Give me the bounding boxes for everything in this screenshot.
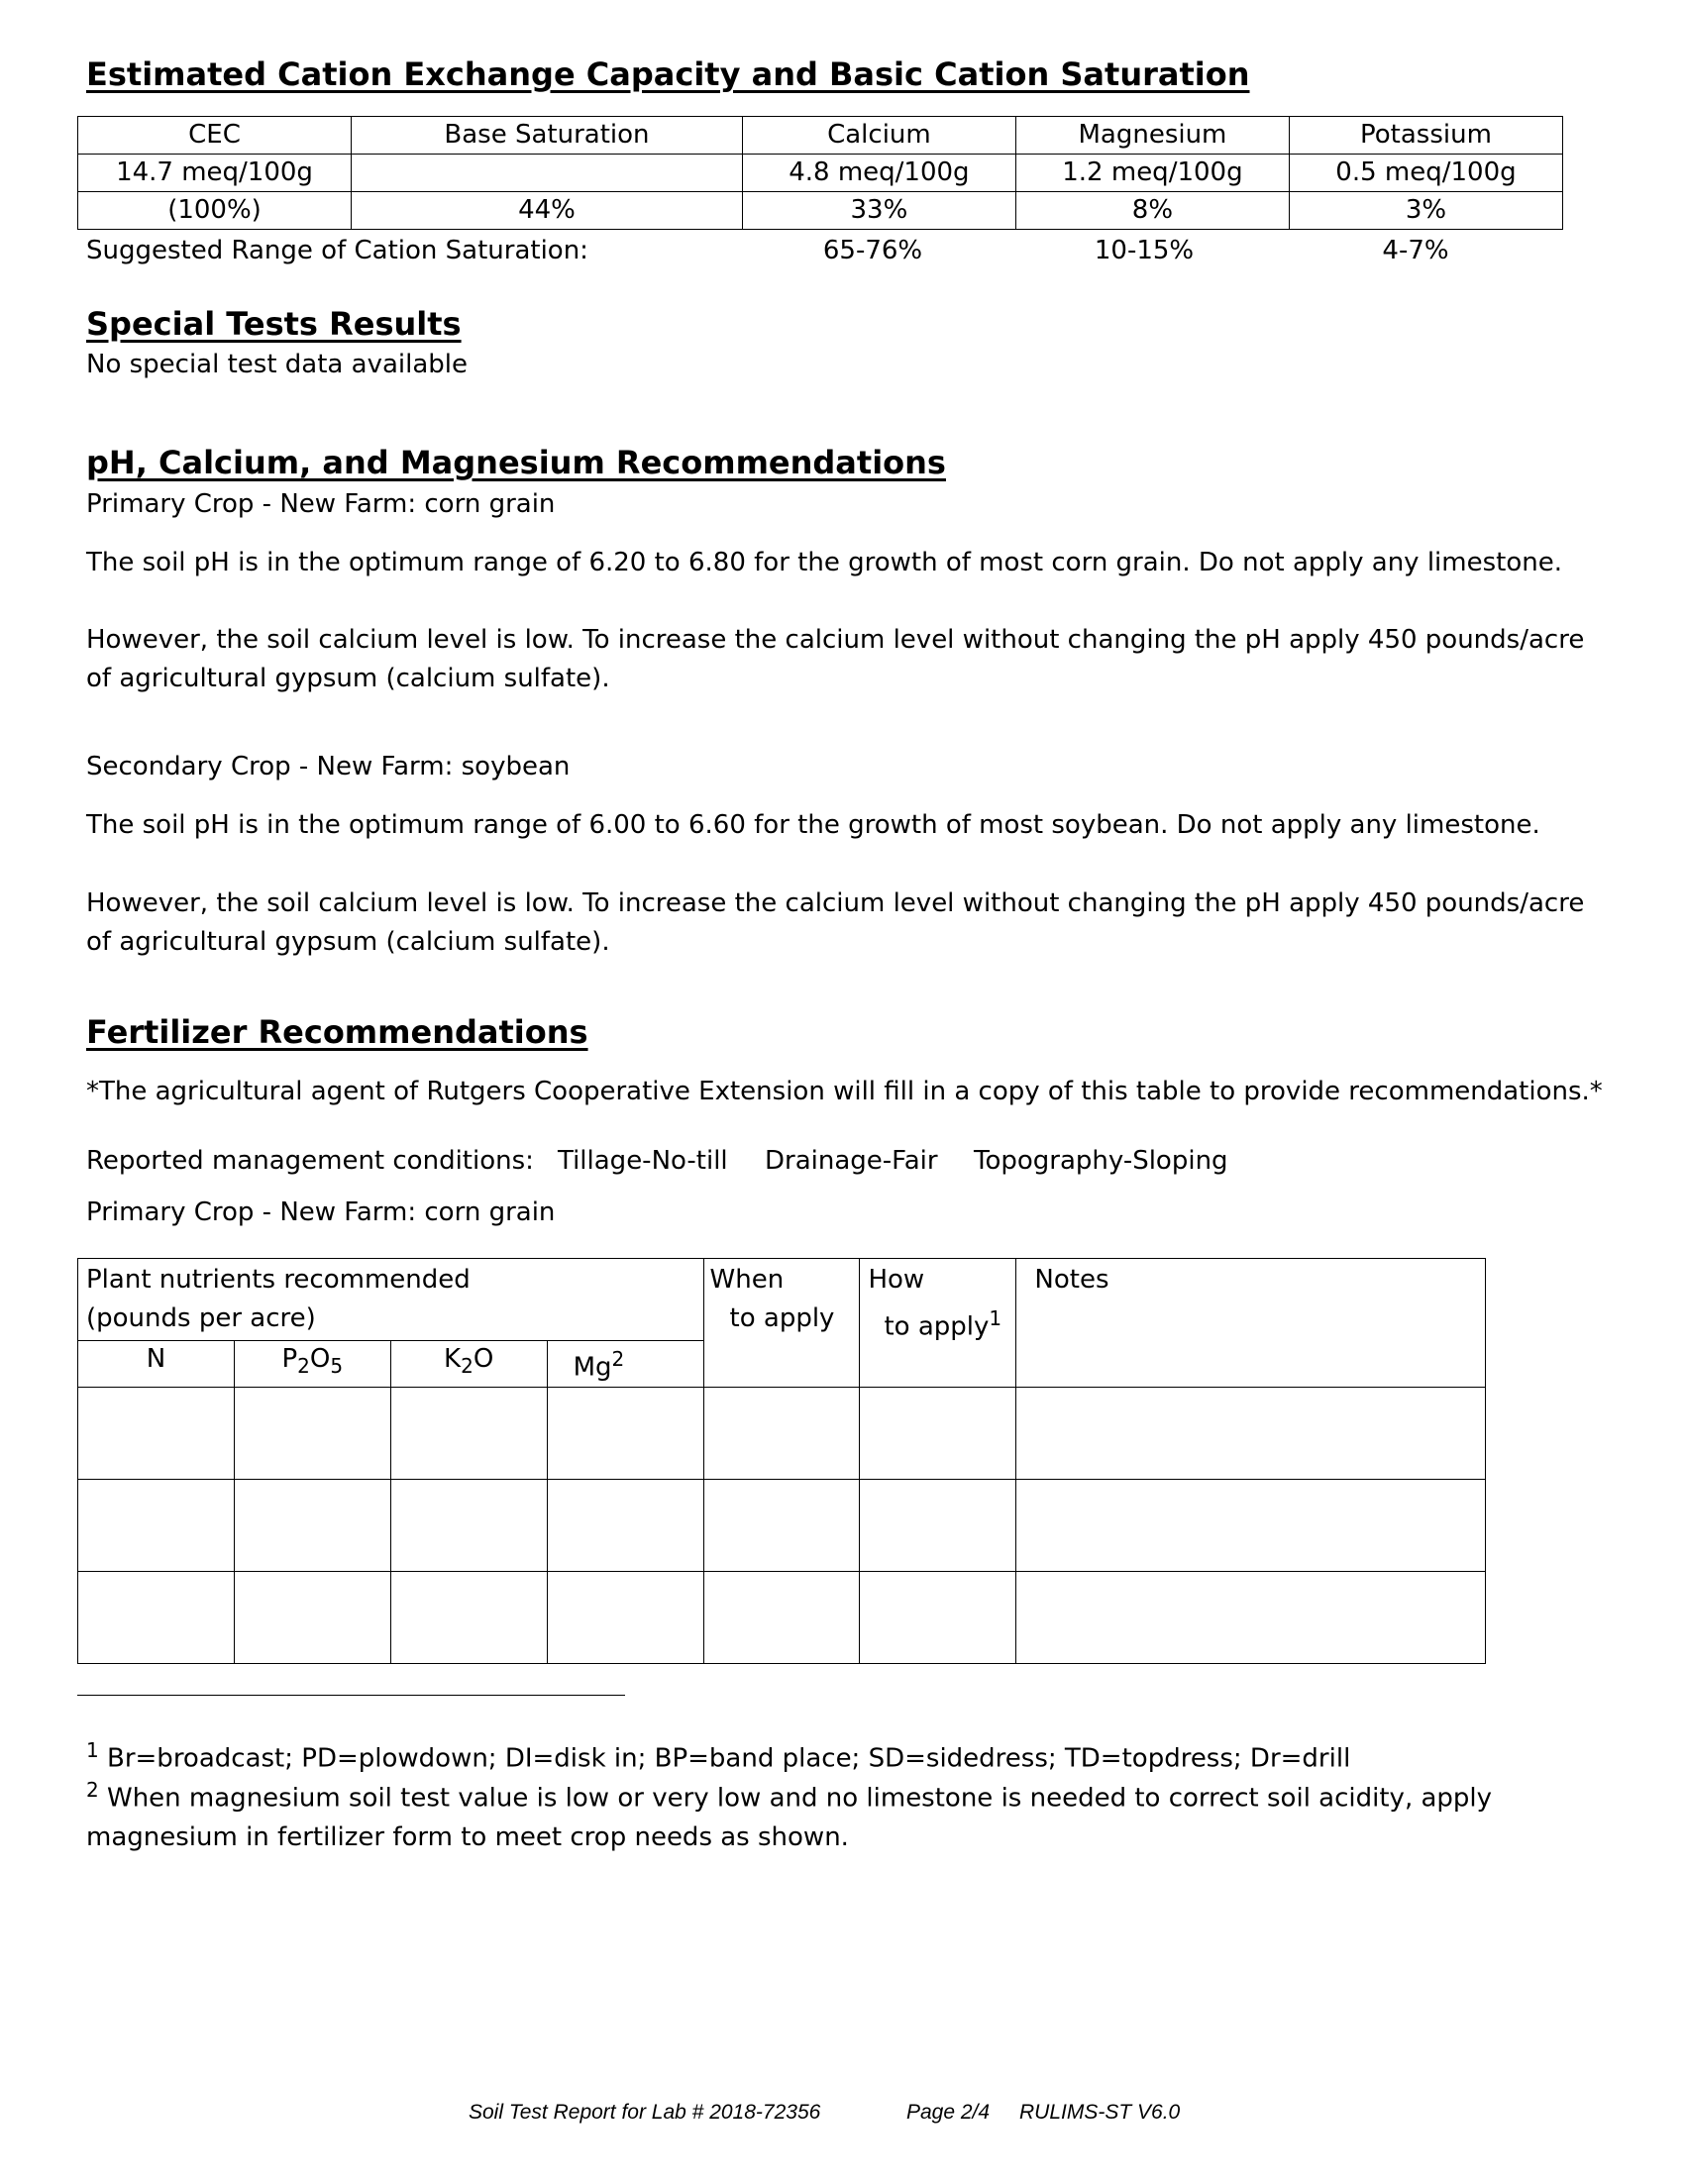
when-line1: When	[709, 1265, 785, 1295]
special-tests-text: No special test data available	[86, 350, 468, 379]
blank-cell	[1016, 1479, 1486, 1571]
mg-text: Mg	[573, 1352, 612, 1383]
fertilizer-section-title: Fertilizer Recommendations	[86, 1013, 588, 1051]
magnesium-meq: 1.2 meq/100g	[1015, 155, 1289, 192]
blank-cell	[234, 1387, 390, 1479]
magnesium-percent: 8%	[1015, 192, 1289, 230]
blank-cell	[860, 1387, 1016, 1479]
when-line2: to apply	[729, 1303, 835, 1333]
blank-cell	[860, 1571, 1016, 1663]
ph-section-title: pH, Calcium, and Magnesium Recommendations	[86, 444, 946, 481]
blank-cell	[860, 1479, 1016, 1571]
calcium-meq: 4.8 meq/100g	[742, 155, 1015, 192]
blank-cell	[703, 1387, 860, 1479]
mg-footnote-ref: 2	[611, 1347, 625, 1371]
blank-cell	[1016, 1571, 1486, 1663]
cec-value: 14.7 meq/100g	[78, 155, 352, 192]
suggested-range-label: Suggested Range of Cation Saturation:	[86, 236, 588, 265]
calcium-header: Calcium	[742, 117, 1015, 155]
cec-percent: (100%)	[78, 192, 352, 230]
k2o-o: O	[473, 1344, 494, 1374]
fertilizer-blank-row	[78, 1479, 1486, 1571]
k2o-sub: 2	[461, 1354, 474, 1379]
fertilizer-header-row	[78, 1259, 1486, 1341]
blank-cell	[703, 1571, 860, 1663]
cec-header: CEC	[78, 117, 352, 155]
how-to-apply-header	[860, 1259, 1016, 1388]
footnote-2-number: 2	[86, 1778, 99, 1802]
potassium-header: Potassium	[1289, 117, 1562, 155]
plant-nutrients-line2: (pounds per acre)	[86, 1303, 316, 1333]
special-tests-title: Special Tests Results	[86, 305, 462, 343]
how-line1: How	[868, 1265, 925, 1295]
p2o5-sub1: 2	[297, 1354, 310, 1379]
p2o5-sub2: 5	[330, 1354, 344, 1379]
plant-nutrients-line1: Plant nutrients recommended	[86, 1265, 471, 1295]
footer-version: RULIMS-ST V6.0	[1019, 2101, 1181, 2124]
fertilizer-blank-row	[78, 1571, 1486, 1663]
ph-secondary-calcium-text: However, the soil calcium level is low. To increase the calcium level without changing the pH apply 450 pounds/acre of agricultural gypsum (calcium sulfate).	[86, 888, 1585, 957]
footnote-2	[86, 1771, 1503, 1857]
plant-nutrients-header	[78, 1259, 704, 1341]
cation-header-row	[78, 117, 1563, 155]
ph-primary-crop: Primary Crop - New Farm: corn grain	[86, 489, 556, 519]
cation-table	[77, 116, 1563, 230]
fertilizer-crop: Primary Crop - New Farm: corn grain	[86, 1197, 556, 1227]
magnesium-header: Magnesium	[1015, 117, 1289, 155]
p2o5-o: O	[309, 1344, 331, 1374]
ph-secondary-ph-text: The soil pH is in the optimum range of 6.00 to 6.60 for the growth of most soybean. Do not apply any limestone.	[86, 810, 1540, 840]
cation-percent-row	[78, 192, 1563, 230]
magnesium-range: 10-15%	[1094, 236, 1195, 265]
potassium-percent: 3%	[1289, 192, 1562, 230]
calcium-range: 65-76%	[822, 236, 923, 265]
footnote-separator	[77, 1695, 625, 1696]
blank-cell	[547, 1479, 703, 1571]
blank-cell	[78, 1387, 235, 1479]
blank-cell	[234, 1479, 390, 1571]
k2o-k: K	[444, 1344, 462, 1374]
blank-cell	[78, 1571, 235, 1663]
base-saturation-percent: 44%	[352, 192, 743, 230]
drainage-condition: Drainage-Fair	[765, 1146, 938, 1176]
fertilizer-note: *The agricultural agent of Rutgers Cooperative Extension will fill in a copy of this table to provide recommendations.*	[86, 1077, 1603, 1106]
blank-cell	[547, 1387, 703, 1479]
footer-page-number: Page 2/4	[906, 2101, 991, 2124]
mg-header	[547, 1341, 703, 1388]
k2o-header	[390, 1341, 547, 1388]
p2o5-header	[234, 1341, 390, 1388]
base-saturation-header: Base Saturation	[352, 117, 743, 155]
blank-cell	[390, 1571, 547, 1663]
footer-report-id: Soil Test Report for Lab # 2018-72356	[469, 2101, 821, 2124]
blank-cell	[703, 1479, 860, 1571]
ph-primary-calcium-text: However, the soil calcium level is low. To increase the calcium level without changing the pH apply 450 pounds/acre of agricultural gypsum (calcium sulfate).	[86, 625, 1585, 693]
blank-cell	[234, 1571, 390, 1663]
cation-section-title: Estimated Cation Exchange Capacity and Basic Cation Saturation	[86, 55, 1250, 93]
how-line2-wrap	[868, 1300, 1007, 1347]
blank-cell	[78, 1479, 235, 1571]
how-footnote-ref: 1	[989, 1306, 1002, 1330]
tillage-condition: Tillage-No-till	[558, 1146, 728, 1176]
topography-condition: Topography-Sloping	[974, 1146, 1228, 1176]
when-to-apply-header	[703, 1259, 860, 1388]
footnote-1-text: Br=broadcast; PD=plowdown; DI=disk in; BP=band place; SD=sidedress; TD=topdress; Dr=drill	[98, 1743, 1351, 1774]
how-line2: to apply	[884, 1311, 990, 1342]
potassium-range: 4-7%	[1382, 236, 1449, 265]
fertilizer-table	[77, 1258, 1486, 1664]
footnote-2-text: When magnesium soil test value is low or very low and no limestone is needed to correct soil acidity, apply magnesium in fertilizer form to meet crop needs as shown.	[86, 1783, 1493, 1852]
fertilizer-blank-row	[78, 1387, 1486, 1479]
footnote-1-number: 1	[86, 1738, 99, 1762]
n-header: N	[78, 1341, 235, 1388]
blank-cell	[547, 1571, 703, 1663]
base-saturation-meq	[352, 155, 743, 192]
notes-header: Notes	[1016, 1259, 1486, 1388]
ph-secondary-crop: Secondary Crop - New Farm: soybean	[86, 752, 571, 781]
p2o5-p: P	[281, 1344, 298, 1374]
cation-meq-row	[78, 155, 1563, 192]
blank-cell	[390, 1479, 547, 1571]
blank-cell	[1016, 1387, 1486, 1479]
blank-cell	[390, 1387, 547, 1479]
management-label: Reported management conditions:	[86, 1146, 534, 1176]
ph-primary-ph-text: The soil pH is in the optimum range of 6.20 to 6.80 for the growth of most corn grain. Do not apply any limestone.	[86, 548, 1562, 577]
calcium-percent: 33%	[742, 192, 1015, 230]
potassium-meq: 0.5 meq/100g	[1289, 155, 1562, 192]
